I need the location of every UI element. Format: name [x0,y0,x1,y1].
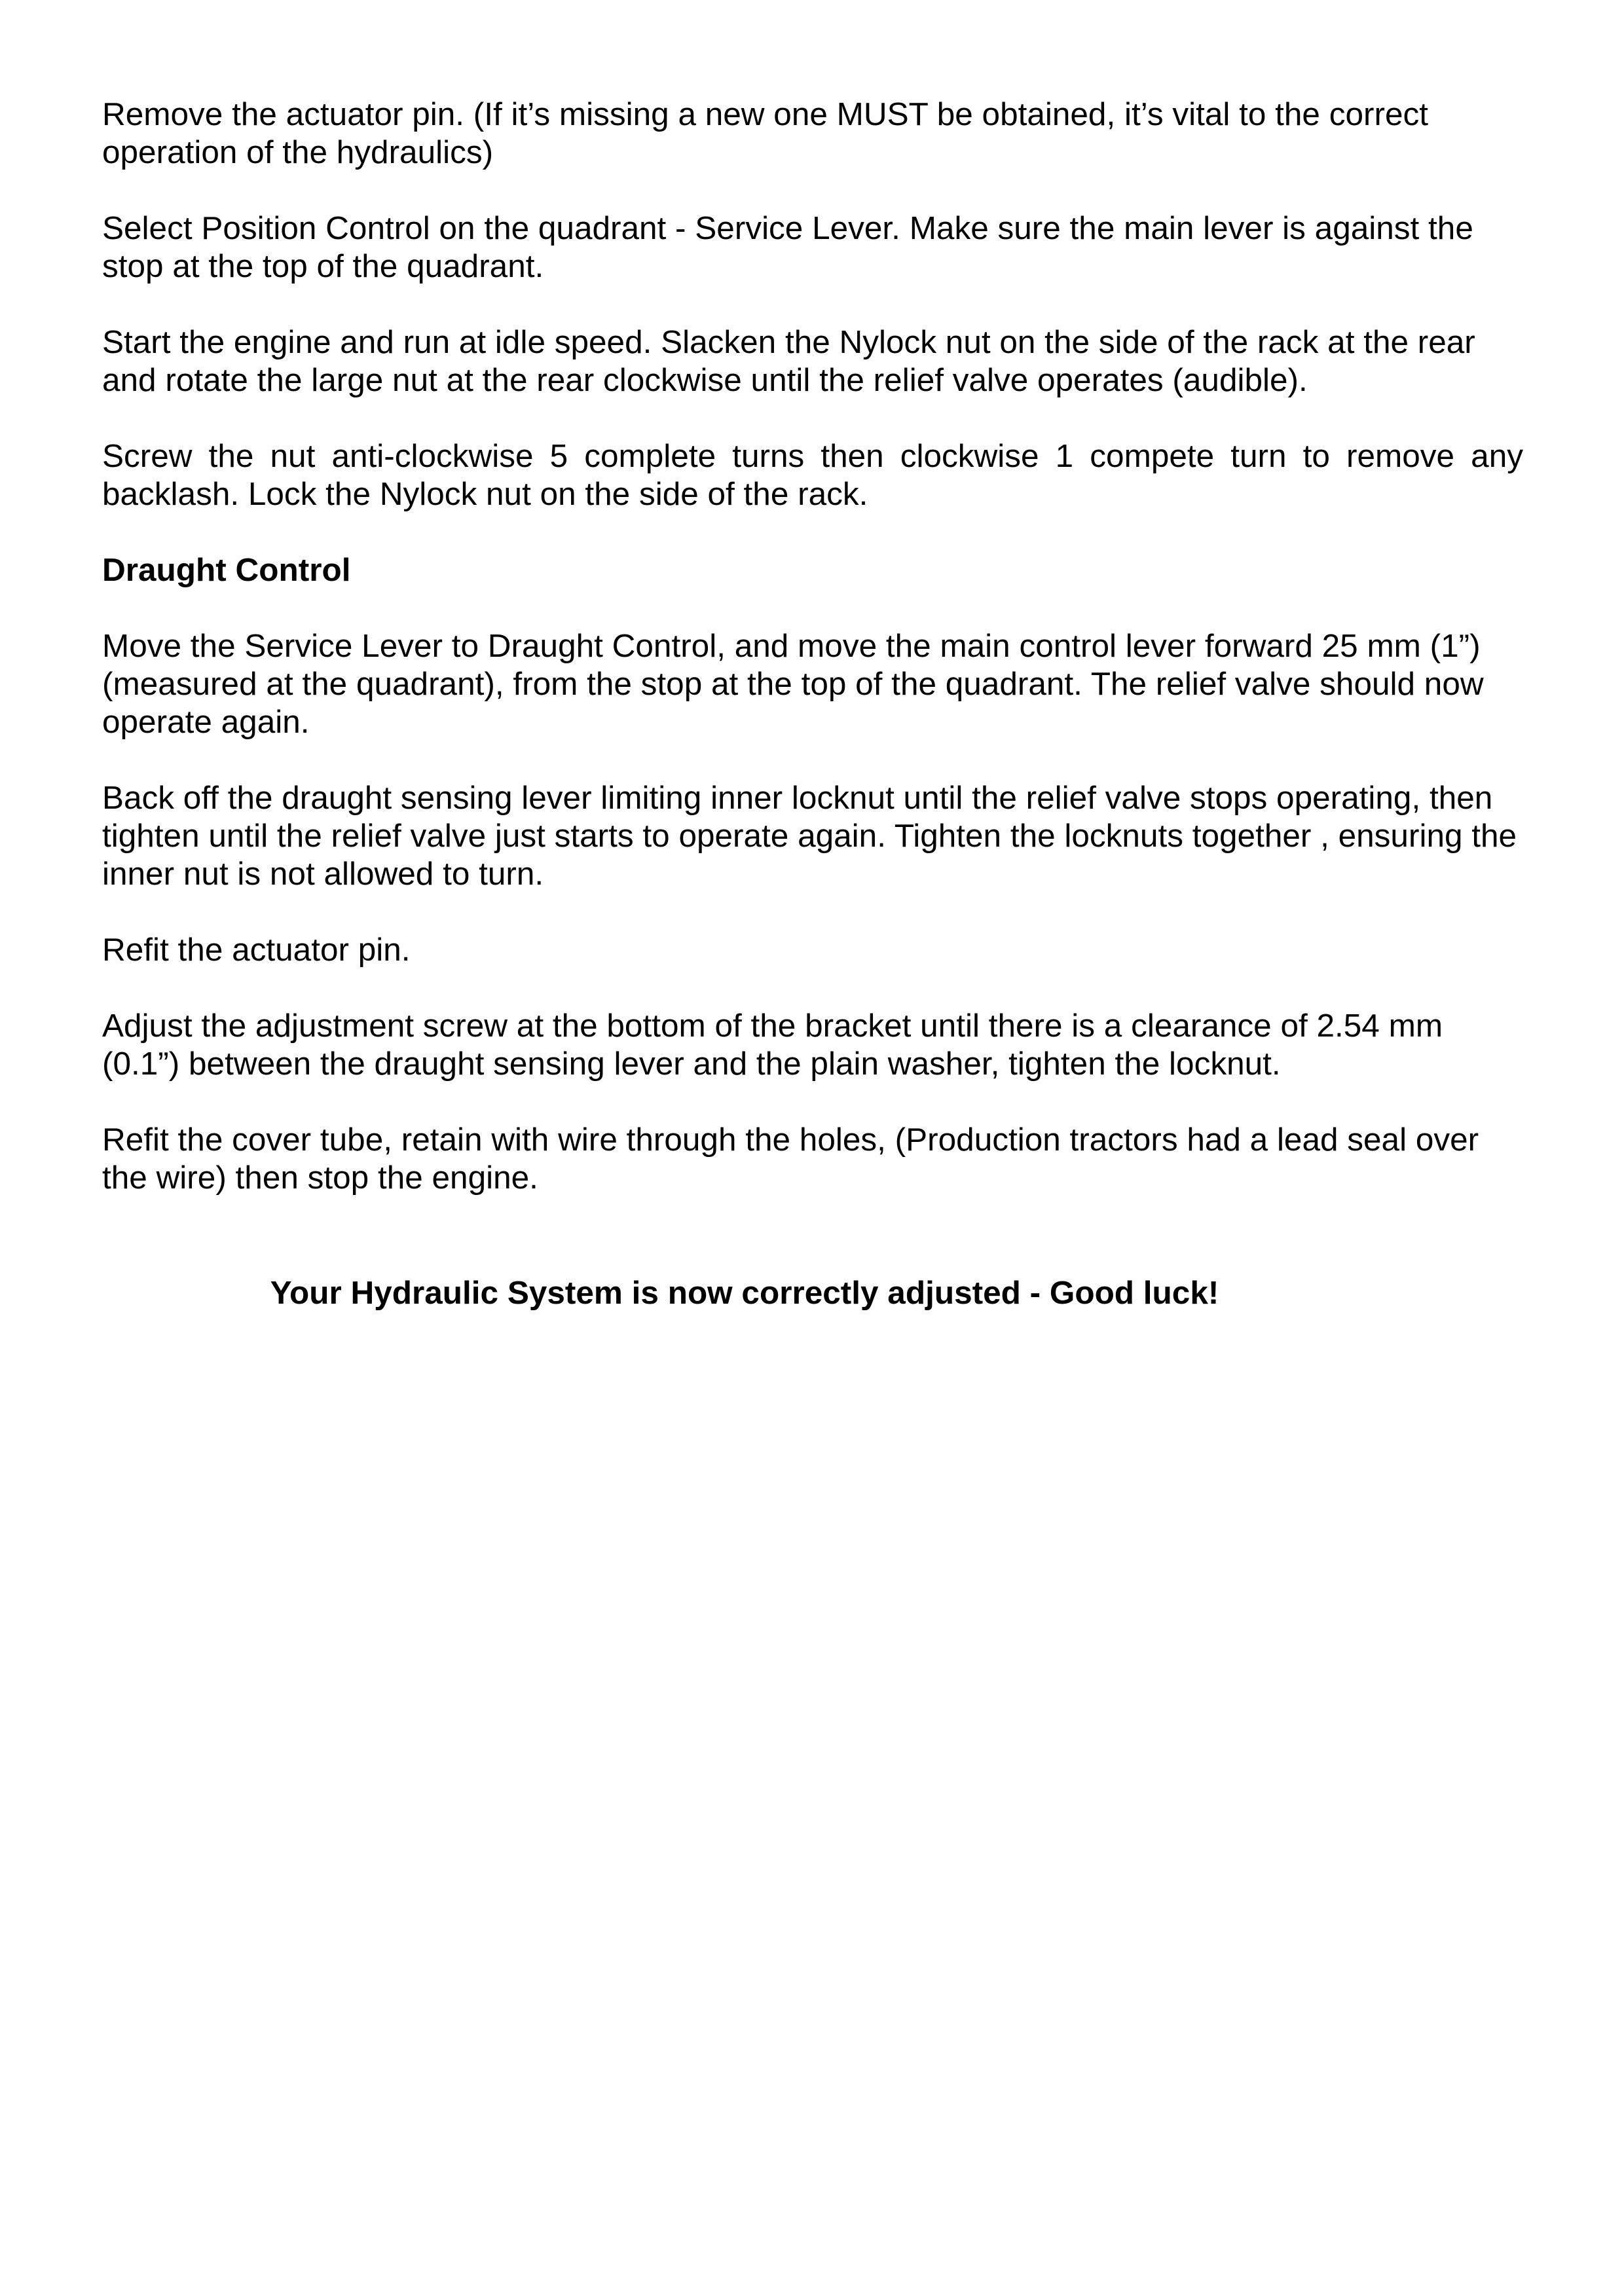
paragraph-move-service-lever: Move the Service Lever to Draught Control, and move the main control lever forward 25 mm (1”) (measured at the quadrant), from the stop at the top of the quadrant. The relief valve should now operate again. [102,628,1484,740]
closing-statement-text: Your Hydraulic System is now correctly adjusted - Good luck! [270,1275,1219,1311]
section-heading-draught-control: Draught Control [102,552,351,588]
closing-statement [102,1274,1523,1312]
paragraph-refit-actuator-pin: Refit the actuator pin. [102,932,411,968]
paragraph-screw-nut: Screw the nut anti-clockwise 5 complete turns then clockwise 1 compete turn to remove any backlash. Lock the Nylock nut on the side of the rack. [102,438,1523,512]
paragraph-remove-actuator-pin: Remove the actuator pin. (If it’s missing a new one MUST be obtained, it’s vital to the correct operation of the hydraulics) [102,96,1428,170]
paragraph-back-off-locknut: Back off the draught sensing lever limiting inner locknut until the relief valve stops operating, then tighten until the relief valve just starts to operate again. Tighten the locknuts together , ensuring the inner nut is not allowed to turn. [102,780,1517,892]
paragraph-select-position-control: Select Position Control on the quadrant - Service Lever. Make sure the main lever is against the stop at the top of the quadrant. [102,210,1473,284]
paragraph-refit-cover-tube: Refit the cover tube, retain with wire through the holes, (Production tractors had a lead seal over the wire) then stop the engine. [102,1122,1479,1196]
paragraph-adjust-screw: Adjust the adjustment screw at the bottom of the bracket until there is a clearance of 2.54 mm (0.1”) between the draught sensing lever and the plain washer, tighten the locknut. [102,1008,1443,1082]
document-body [102,96,1523,1235]
paragraph-start-engine: Start the engine and run at idle speed. Slacken the Nylock nut on the side of the rack at the rear and rotate the large nut at the rear clockwise until the relief valve operates (audible). [102,324,1475,398]
